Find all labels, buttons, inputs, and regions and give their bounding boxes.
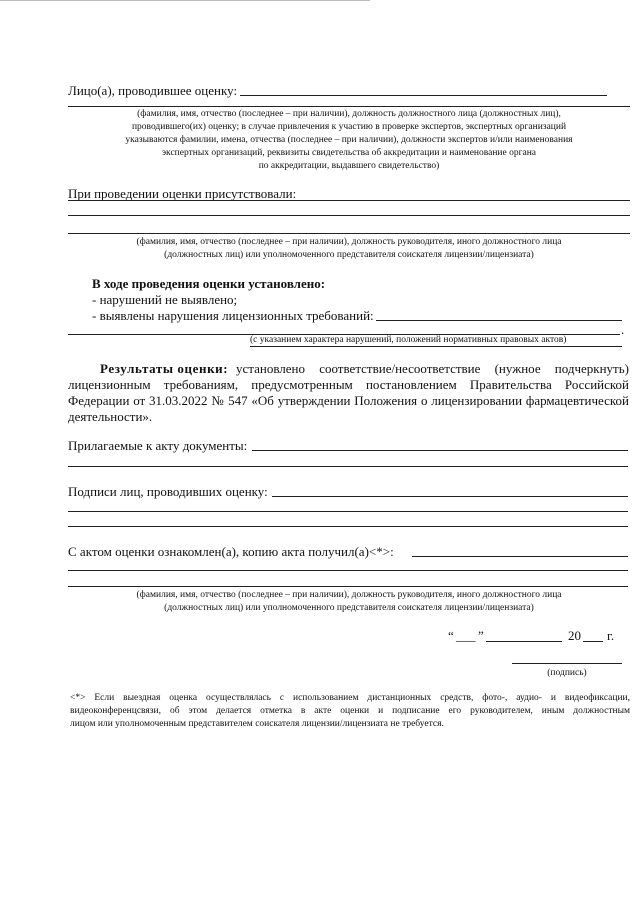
signatures-label: Подписи лиц, проводивших оценку:	[68, 484, 268, 499]
present-field-line-2[interactable]	[68, 215, 630, 216]
attached-field-line-1[interactable]	[252, 450, 628, 451]
date-month-field[interactable]	[486, 641, 562, 642]
results-line-1: установлено соответствие/несоответствие (нужное подчеркнуть)	[236, 361, 629, 376]
findings-option-none: - нарушений не выявлено;	[92, 292, 238, 307]
present-field-line-3[interactable]	[68, 233, 630, 234]
findings-caption-underline	[250, 346, 622, 347]
assessor-caption-2: проводившего(их) оценку; в случае привлечения к участию в проверке экспертов, экспертных организаций	[131, 122, 567, 132]
findings-caption: (с указанием характера нарушений, положений нормативных правовых актов)	[250, 335, 567, 345]
results-lead-text: Результаты оценки:	[100, 361, 229, 376]
acquainted-field-line-1[interactable]	[412, 556, 628, 557]
findings-heading: В ходе проведения оценки установлено:	[92, 276, 326, 291]
signature-field[interactable]	[512, 663, 622, 664]
findings-option-found: - выявлены нарушения лицензионных требований:	[92, 308, 374, 323]
signatures-field-line-1[interactable]	[272, 496, 628, 497]
assessor-label: Лицо(а), проводившее оценку:	[68, 83, 238, 98]
signatures-field-line-3[interactable]	[68, 526, 628, 527]
assessor-caption-5: по аккредитации, выдавшего свидетельство)	[258, 161, 440, 171]
attached-field-line-2[interactable]	[68, 466, 628, 467]
date-year-suffix: г.	[607, 628, 615, 643]
date-close-quote: ”	[478, 628, 484, 643]
present-field-line-1[interactable]	[68, 200, 630, 201]
footnote-line-3: лицом или уполномоченным представителем соискателя лицензии/лицензиата не требуется.	[70, 719, 444, 729]
acquainted-label: С актом оценки ознакомлен(а), копию акта получил(а)<*>:	[68, 544, 394, 559]
acquainted-field-line-2[interactable]	[68, 570, 628, 571]
assessor-caption-4: экспертных организаций, реквизиты свидетельства об аккредитации и наименование органа	[161, 148, 537, 158]
results-line-3: Федерации от 31.03.2022 № 547 «Об утверждении Положения о лицензировании фармацевтической	[68, 393, 629, 408]
findings-field-line-1[interactable]	[376, 320, 622, 321]
date-open-quote: “	[448, 628, 454, 643]
attached-label: Прилагаемые к акту документы:	[68, 438, 248, 453]
scan-top-edge	[0, 0, 370, 1]
results-line-2: лицензионным требованиям, предусмотренным постановлением Правительства Российской	[68, 377, 629, 392]
acquainted-caption-1: (фамилия, имя, отчество (последнее – при наличии), должность руководителя, иного должностного лица	[136, 590, 562, 600]
signatures-field-line-2[interactable]	[68, 511, 628, 512]
signature-caption: (подпись)	[547, 668, 587, 678]
assessor-field-line[interactable]	[240, 95, 607, 96]
date-day-field[interactable]: ___	[456, 628, 476, 643]
date-year-field[interactable]	[583, 641, 603, 642]
footnote-line-2: видеоконференцсвязи, об этом делается отметка в акте оценки и подписание его руководителем, иным должностным	[70, 706, 630, 716]
results-line-4: деятельности».	[68, 409, 153, 424]
acquainted-caption-2: (должностных лиц) или уполномоченного представителя соискателя лицензии/лицензиата)	[164, 603, 534, 613]
results-lead	[100, 361, 228, 377]
date-year-prefix: 20	[568, 628, 581, 643]
findings-dot: .	[621, 322, 625, 337]
assessor-field-line-2[interactable]	[68, 106, 630, 107]
present-caption-1: (фамилия, имя, отчество (последнее – при наличии), должность руководителя, иного должностного лица	[136, 237, 562, 247]
acquainted-field-line-3[interactable]	[68, 586, 628, 587]
assessor-caption-1: (фамилия, имя, отчество (последнее – при наличии), должность должностного лица (должностных лиц),	[137, 109, 561, 119]
present-label: При проведении оценки присутствовали:	[68, 186, 297, 201]
present-caption-2: (должностных лиц) или уполномоченного представителя соискателя лицензии/лицензиата)	[164, 250, 534, 260]
assessor-caption-3: указываются фамилии, имена, отчества (последнее – при наличии), должности экспертов и/или наименования	[125, 135, 573, 145]
footnote-line-1: <*> Если выездная оценка осуществлялась с использованием дистанционных средств, фото-, аудио- и видеофиксации,	[70, 693, 630, 703]
